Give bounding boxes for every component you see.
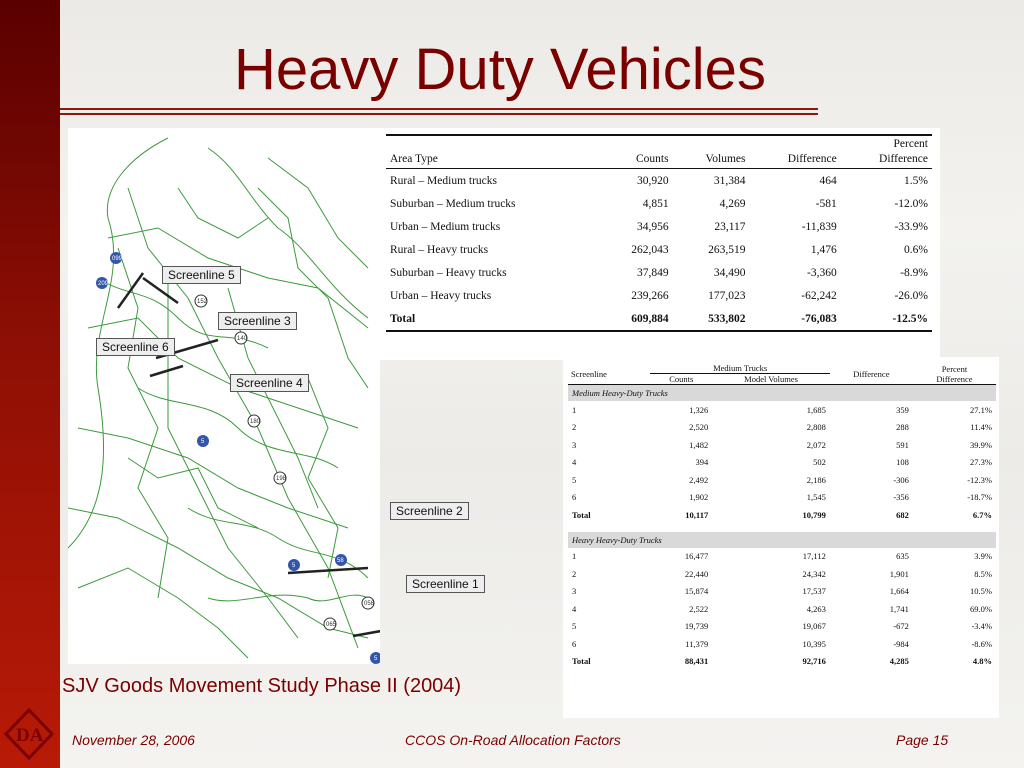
- table-cell: 533,802: [708, 312, 746, 325]
- table-cell: 263,519: [708, 243, 746, 256]
- table-cell: 19,739: [684, 621, 709, 632]
- table-row: [568, 436, 996, 454]
- screenline-4-label: Screenline 4: [230, 374, 309, 392]
- screenline-2-label: Screenline 2: [390, 502, 469, 520]
- col-header: Counts: [635, 153, 669, 165]
- title-divider: [60, 108, 818, 110]
- table-cell: 464: [819, 174, 837, 187]
- source-caption: SJV Goods Movement Study Phase II (2004): [62, 675, 462, 697]
- table-cell: -12.3%: [967, 474, 992, 485]
- area-type-table-card: [380, 128, 940, 360]
- table-cell: 635: [896, 551, 909, 562]
- table-cell: 2,186: [806, 474, 826, 485]
- screenline-5-label: Screenline 5: [162, 266, 241, 284]
- table-row: [386, 169, 932, 193]
- table-row: [568, 419, 996, 437]
- section-header-row: [568, 532, 996, 548]
- section-label: Medium Heavy-Duty Trucks: [568, 385, 996, 402]
- table-cell: 1: [572, 551, 577, 562]
- table-cell: 17,537: [802, 586, 826, 597]
- table-cell: 1,741: [889, 603, 909, 614]
- table-cell: 1,326: [689, 404, 709, 415]
- table-cell: 1,902: [689, 492, 709, 503]
- table-cell: -581: [815, 197, 837, 210]
- col-header: Area Type: [390, 153, 438, 165]
- col-header: Screenline: [568, 363, 650, 385]
- company-logo: [4, 708, 54, 760]
- col-header: Percent Difference: [879, 138, 928, 165]
- screenline-3-label: Screenline 3: [218, 312, 297, 330]
- table-cell: -12.5%: [892, 312, 928, 325]
- table-cell: -12.0%: [894, 197, 928, 210]
- table-cell: 17,112: [802, 551, 826, 562]
- highway-label: 198: [276, 476, 287, 482]
- table-cell: 591: [896, 439, 909, 450]
- map-svg: [68, 128, 380, 664]
- table-cell: Total: [572, 509, 591, 520]
- table-cell: -3.4%: [971, 621, 992, 632]
- table-cell: Urban – Medium trucks: [390, 220, 501, 233]
- table-cell: 88,431: [684, 656, 709, 667]
- table-cell: 0.6%: [904, 243, 928, 256]
- table-cell: 3: [572, 439, 577, 450]
- table-cell: 37,849: [636, 266, 669, 279]
- table-cell: 24,342: [802, 568, 826, 579]
- highway-label: 5: [201, 439, 205, 445]
- highway-label: 58: [337, 558, 344, 564]
- table-cell: -356: [893, 492, 909, 503]
- table-cell: -11,839: [801, 220, 837, 233]
- table-cell: -8.9%: [900, 266, 928, 279]
- table-cell: 27.1%: [970, 404, 992, 415]
- highway-label: 5: [292, 563, 296, 569]
- table-cell: 6: [572, 492, 577, 503]
- table-row: [568, 583, 996, 601]
- table-cell: 1,685: [806, 404, 826, 415]
- table-cell: 502: [813, 457, 826, 468]
- table-cell: 108: [896, 457, 909, 468]
- table-cell: -672: [893, 621, 909, 632]
- table-row: [568, 600, 996, 618]
- table-cell: -8.6%: [971, 638, 992, 649]
- table-cell: 394: [695, 457, 709, 468]
- section-label: Heavy Heavy-Duty Trucks: [568, 532, 996, 548]
- table-cell: 10,799: [802, 509, 826, 520]
- table-cell: 288: [896, 422, 909, 433]
- table-row: [568, 454, 996, 472]
- table-row: [386, 192, 932, 215]
- table-cell: 1,664: [889, 586, 909, 597]
- table-cell: 4,285: [889, 656, 909, 667]
- table-cell: 2,520: [689, 422, 709, 433]
- table-cell: Total: [572, 656, 591, 667]
- highway-label: 099: [112, 256, 123, 262]
- road-network: [68, 138, 368, 658]
- screenline-6-label: Screenline 6: [96, 338, 175, 356]
- table-cell: 4: [572, 603, 577, 614]
- table-cell: 22,440: [684, 568, 709, 579]
- section-header-row: [568, 385, 996, 402]
- area-type-table: [386, 134, 932, 332]
- highway-label: 180: [250, 419, 261, 425]
- total-row: [386, 307, 932, 331]
- highway-label: 065: [326, 622, 337, 628]
- table-cell: -3,360: [807, 266, 837, 279]
- table-cell: 6: [572, 638, 577, 649]
- table-cell: 4,263: [806, 603, 826, 614]
- table-cell: 16,477: [684, 551, 709, 562]
- table-cell: 3.9%: [974, 551, 992, 562]
- spacer-row: [568, 524, 996, 532]
- table-row: [568, 565, 996, 583]
- table-cell: 10,395: [802, 638, 826, 649]
- table-row: [386, 261, 932, 284]
- table-cell: 92,716: [802, 656, 826, 667]
- table-cell: 10.5%: [970, 586, 992, 597]
- table-cell: -76,083: [801, 312, 837, 325]
- table-cell: 30,920: [636, 174, 669, 187]
- table-cell: 1,476: [810, 243, 837, 256]
- highway-label: 058: [364, 601, 375, 607]
- table-cell: 10,117: [685, 509, 709, 520]
- table-cell: 8.5%: [974, 568, 992, 579]
- table-cell: 2,522: [689, 603, 709, 614]
- table-row: [386, 284, 932, 307]
- table-row: [568, 635, 996, 653]
- table-cell: 6.7%: [972, 509, 992, 520]
- table-cell: 2,808: [806, 422, 826, 433]
- screenline-table: [568, 363, 996, 670]
- table-cell: 5: [572, 621, 577, 632]
- highway-label: 152: [197, 299, 208, 305]
- table-cell: -306: [893, 474, 909, 485]
- table-cell: 682: [896, 509, 909, 520]
- table-row: [568, 471, 996, 489]
- sidebar-accent: [0, 0, 60, 768]
- table-cell: 3: [572, 586, 577, 597]
- table-row: [386, 238, 932, 261]
- total-row: [568, 653, 996, 671]
- screenline-1-label: Screenline 1: [406, 575, 485, 593]
- table-cell: Total: [390, 312, 416, 325]
- table-cell: 4: [572, 457, 577, 468]
- table-cell: -62,242: [801, 289, 837, 302]
- table-cell: 2: [572, 422, 577, 433]
- col-header: Model Volumes: [712, 374, 830, 385]
- table-cell: Rural – Heavy trucks: [390, 243, 489, 256]
- footer-date: November 28, 2006: [72, 732, 195, 748]
- table-row: [568, 489, 996, 507]
- slide-title: Heavy Duty Vehicles: [234, 37, 766, 102]
- table-cell: Rural – Medium trucks: [390, 174, 497, 187]
- table-cell: 4,851: [642, 197, 669, 210]
- title-divider: [60, 113, 818, 115]
- footer-page-number: Page 15: [896, 732, 949, 748]
- table-cell: 27.3%: [970, 457, 992, 468]
- table-cell: 19,067: [802, 621, 826, 632]
- table-cell: 34,956: [636, 220, 669, 233]
- screenline-table-card: [563, 357, 999, 718]
- table-cell: -984: [893, 638, 909, 649]
- table-cell: 15,874: [684, 586, 709, 597]
- table-cell: 5: [572, 474, 577, 485]
- table-cell: 2: [572, 568, 577, 579]
- table-cell: -33.9%: [894, 220, 928, 233]
- table-cell: -26.0%: [894, 289, 928, 302]
- table-cell: 4,269: [719, 197, 746, 210]
- table-cell: Suburban – Heavy trucks: [390, 266, 507, 279]
- highway-label: 5: [374, 656, 378, 662]
- table-cell: 359: [896, 404, 909, 415]
- col-header: Difference: [830, 363, 913, 385]
- table-row: [386, 215, 932, 238]
- table-cell: 262,043: [631, 243, 669, 256]
- table-cell: 177,023: [708, 289, 746, 302]
- total-row: [568, 506, 996, 524]
- table-row: [568, 618, 996, 636]
- table-cell: 23,117: [714, 220, 746, 233]
- table-cell: 1,482: [689, 439, 709, 450]
- table-cell: 1,545: [806, 492, 826, 503]
- table-cell: 4.8%: [972, 656, 992, 667]
- road-network-map: [68, 128, 380, 664]
- table-cell: -18.7%: [967, 492, 992, 503]
- table-cell: 11.4%: [970, 422, 992, 433]
- table-row: [568, 401, 996, 419]
- footer-title: CCOS On-Road Allocation Factors: [405, 732, 621, 748]
- table-cell: 1,901: [889, 568, 909, 579]
- table-cell: 2,492: [689, 474, 709, 485]
- table-cell: 31,384: [713, 174, 746, 187]
- table-cell: 609,884: [631, 312, 669, 325]
- table-cell: 39.9%: [970, 439, 992, 450]
- table-cell: Suburban – Medium trucks: [390, 197, 516, 210]
- table-cell: Urban – Heavy trucks: [390, 289, 492, 302]
- table-row: [568, 548, 996, 566]
- group-header: Medium Trucks: [650, 363, 829, 374]
- col-header: Percent Difference: [913, 363, 996, 385]
- table-cell: 1.5%: [904, 174, 928, 187]
- logo-text: DA: [16, 725, 44, 746]
- highway-label: 209: [98, 281, 109, 287]
- table-cell: 34,490: [713, 266, 746, 279]
- table-cell: 239,266: [631, 289, 669, 302]
- table-cell: 2,072: [806, 439, 826, 450]
- table-cell: 69.0%: [970, 603, 992, 614]
- highway-label: 140: [237, 336, 248, 342]
- col-header: Counts: [650, 374, 712, 385]
- table-cell: 1: [572, 404, 577, 415]
- col-header: Volumes: [705, 153, 746, 165]
- table-cell: 11,379: [685, 638, 709, 649]
- col-header: Difference: [787, 153, 837, 165]
